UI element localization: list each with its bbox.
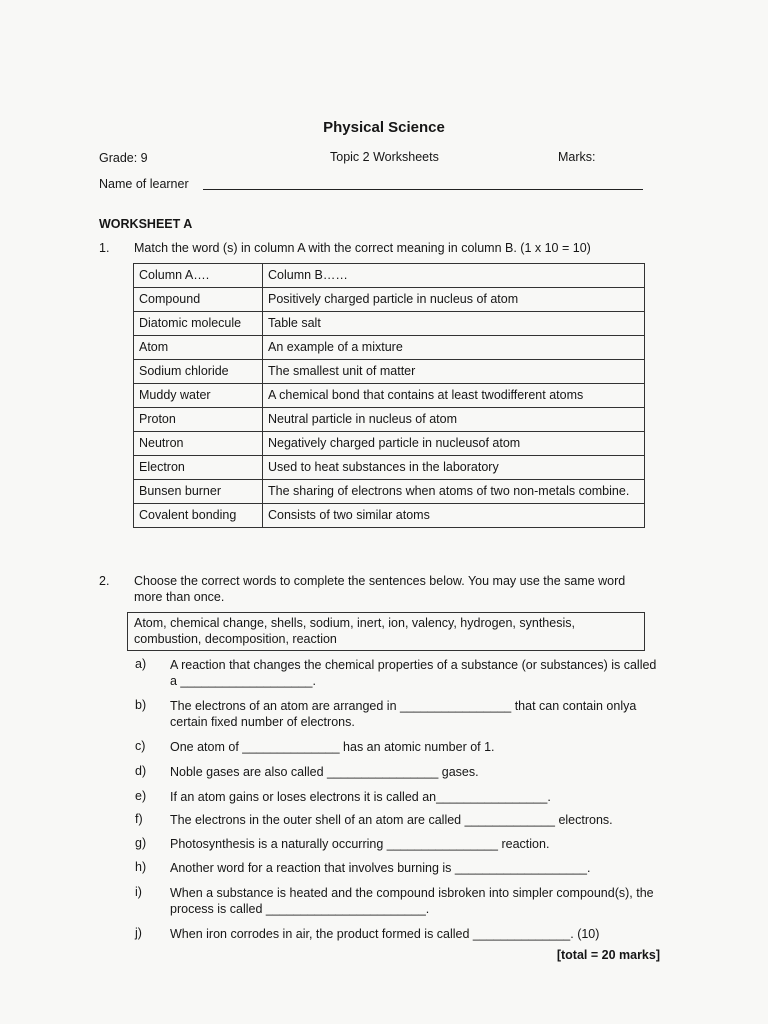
column-b-cell: The sharing of electrons when atoms of two non-metals combine. [263,480,645,504]
page-title: Physical Science [323,119,445,136]
topic-label: Topic 2 Worksheets [330,150,439,164]
item-label: g) [135,836,147,850]
question-2-number: 2. [99,574,110,588]
item-text[interactable]: The electrons in the outer shell of an atom are called _____________ electrons. [170,813,613,827]
column-b-cell: Negatively charged particle in nucleusof atom [263,432,645,456]
column-a-cell: Sodium chloride [134,360,263,384]
word-bank: Atom, chemical change, shells, sodium, inert, ion, valency, hydrogen, synthesis, combustion, decomposition, reaction [127,612,645,651]
column-b-cell: Column B…… [263,264,645,288]
table-row [134,408,645,432]
item-label: b) [135,698,147,712]
column-a-cell: Bunsen burner [134,480,263,504]
table-row [134,288,645,312]
table-row [134,384,645,408]
item-text[interactable]: One atom of ______________ has an atomic number of 1. [170,740,495,754]
column-a-cell: Compound [134,288,263,312]
item-text[interactable]: When a substance is heated and the compound isbroken into simpler compound(s), the process is called _______________________. [170,886,654,916]
item-label: f) [135,812,143,826]
table-row [134,480,645,504]
table-row [134,336,645,360]
worksheet-heading: WORKSHEET A [99,217,193,231]
item-label: h) [135,860,147,874]
column-b-cell: Positively charged particle in nucleus of atom [263,288,645,312]
marks-label: Marks: [558,150,596,164]
item-text[interactable]: The electrons of an atom are arranged in ________________ that can contain onlya certain fixed number of electrons. [170,699,637,729]
item-label: e) [135,789,147,803]
question-2-text: Choose the correct words to complete the sentences below. You may use the same word more than once. [134,574,626,604]
table-row [134,312,645,336]
column-a-cell: Covalent bonding [134,504,263,528]
item-label: i) [135,885,142,899]
item-text[interactable]: When iron corrodes in air, the product formed is called ______________. (10) [170,927,600,941]
matching-table [133,263,645,528]
column-a-cell: Proton [134,408,263,432]
column-b-cell: A chemical bond that contains at least twodifferent atoms [263,384,645,408]
total-marks: [total = 20 marks] [556,948,660,962]
question-1-text: Match the word (s) in column A with the correct meaning in column B. (1 x 10 = 10) [134,241,591,255]
column-b-cell: Consists of two similar atoms [263,504,645,528]
item-text[interactable]: A reaction that changes the chemical properties of a substance (or substances) is called a ___________________. [170,658,657,688]
column-b-cell: Table salt [263,312,645,336]
item-text[interactable]: If an atom gains or loses electrons it is called an________________. [170,790,551,804]
column-a-cell: Muddy water [134,384,263,408]
column-b-cell: Neutral particle in nucleus of atom [263,408,645,432]
learner-name-line[interactable] [203,189,643,190]
item-text[interactable]: Noble gases are also called ________________ gases. [170,765,479,779]
item-label: d) [135,764,147,778]
column-a-cell: Diatomic molecule [134,312,263,336]
column-b-cell: Used to heat substances in the laboratory [263,456,645,480]
column-a-cell: Atom [134,336,263,360]
item-text[interactable]: Another word for a reaction that involves burning is ___________________. [170,861,591,875]
column-b-cell: The smallest unit of matter [263,360,645,384]
column-a-cell: Electron [134,456,263,480]
table-row [134,504,645,528]
item-label: a) [135,657,147,671]
table-row [134,432,645,456]
table-header-row [134,264,645,288]
table-row [134,360,645,384]
column-b-cell: An example of a mixture [263,336,645,360]
item-label: c) [135,739,146,753]
grade-label: Grade: 9 [99,151,148,165]
table-row [134,456,645,480]
learner-name-label: Name of learner [99,177,189,191]
question-1-number: 1. [99,241,110,255]
item-text[interactable]: Photosynthesis is a naturally occurring ________________ reaction. [170,837,550,851]
column-a-cell: Neutron [134,432,263,456]
item-label: j) [135,926,142,940]
column-a-cell: Column A…. [134,264,263,288]
